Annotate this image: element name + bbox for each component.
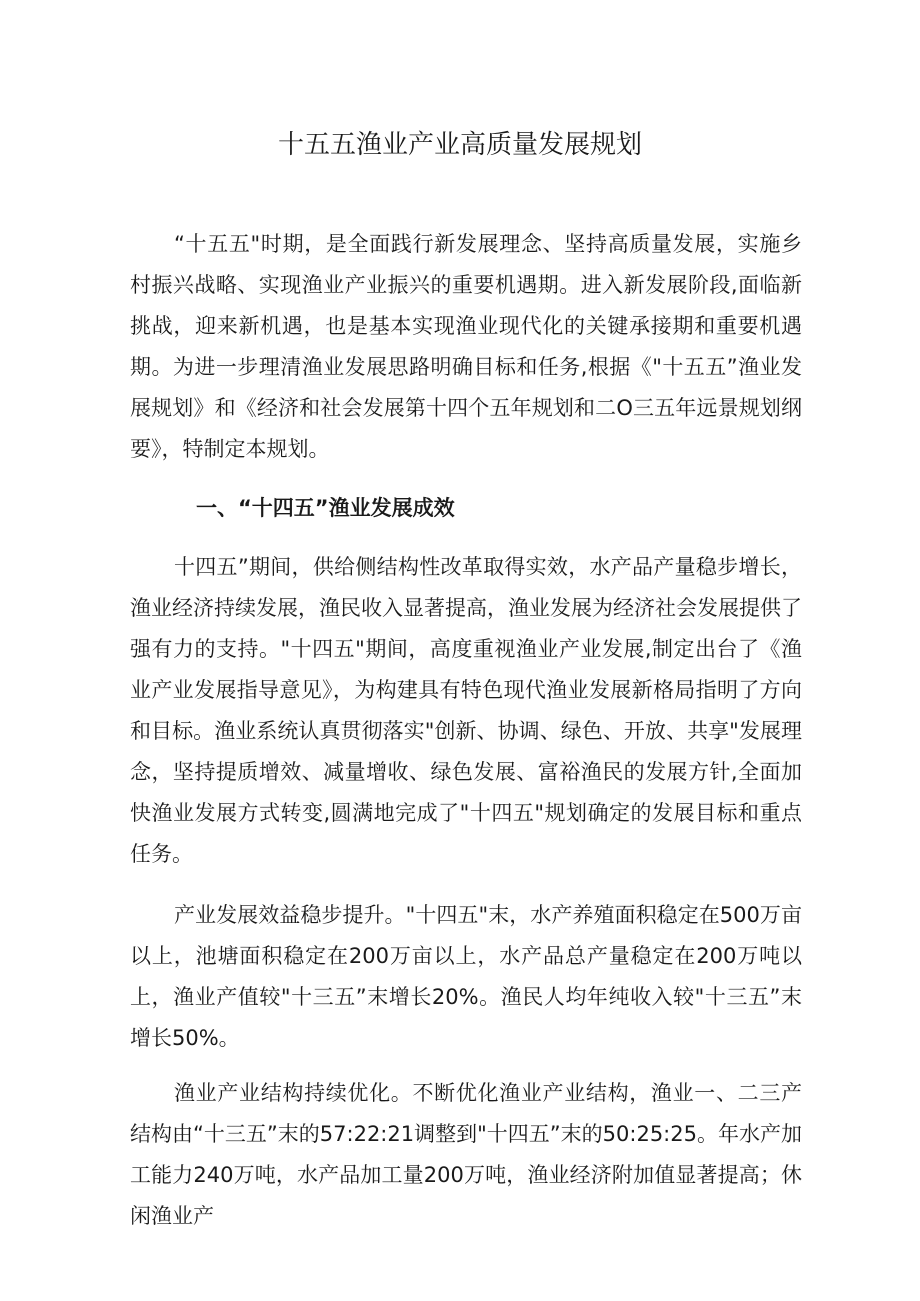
section1-paragraph-1: 十四五”期间，供给侧结构性改革取得实效，水产品产量稳步增长，渔业经济持续发展，渔民收入显著提高，渔业发展为经济社会发展提供了强有力的支持。"十四五"期间，高度重视渔业产业发展,制定出台了《渔业产业发展指导意见》，为构建具有特色现代渔业发展新格局指明了方向和目标。渔业系统认真贯彻落实"创新、协调、绿色、开放、共享"发展理念，坚持提质增效、减量增收、绿色发展、富裕渔民的发展方针,全面加快渔业发展方式转变,圆满地完成了"十四五"规划确定的发展目标和重点任务。 xyxy=(130,555,802,866)
section1-paragraph-2: 产业发展效益稳步提升。"十四五"末，水产养殖面积稳定在500万亩以上，池塘面积稳定在200万亩以上，水产品总产量稳定在200万吨以上，渔业产值较"十三五”末增长20%。渔民人均年纯收入较"十三五”末增长50%。 xyxy=(130,903,802,1050)
document-title: 十五五渔业产业高质量发展规划 xyxy=(277,130,642,160)
section-heading-1: 一、“十四五”渔业发展成效 xyxy=(196,496,455,520)
document-body xyxy=(130,224,802,1237)
intro-paragraph: “十五五"时期，是全面践行新发展理念、坚持高质量发展，实施乡村振兴战略、实现渔业产业振兴的重要机遇期。进入新发展阶段,面临新挑战，迎来新机遇，也是基本实现渔业现代化的关键承接期和重要机遇期。为进一步理清渔业发展思路明确目标和任务,根据《"十五五”渔业发展规划》和《经济和社会发展第十四个五年规划和二O三五年远景规划纲要》，特制定本规划。 xyxy=(130,232,802,461)
section1-paragraph-3: 渔业产业结构持续优化。不断优化渔业产业结构，渔业一、二三产结构由“十三五”末的57:22:21调整到"十四五”末的50:25:25。年水产加工能力240万吨，水产品加工量200万吨，渔业经济附加值显著提高；休闲渔业产 xyxy=(130,1081,802,1228)
